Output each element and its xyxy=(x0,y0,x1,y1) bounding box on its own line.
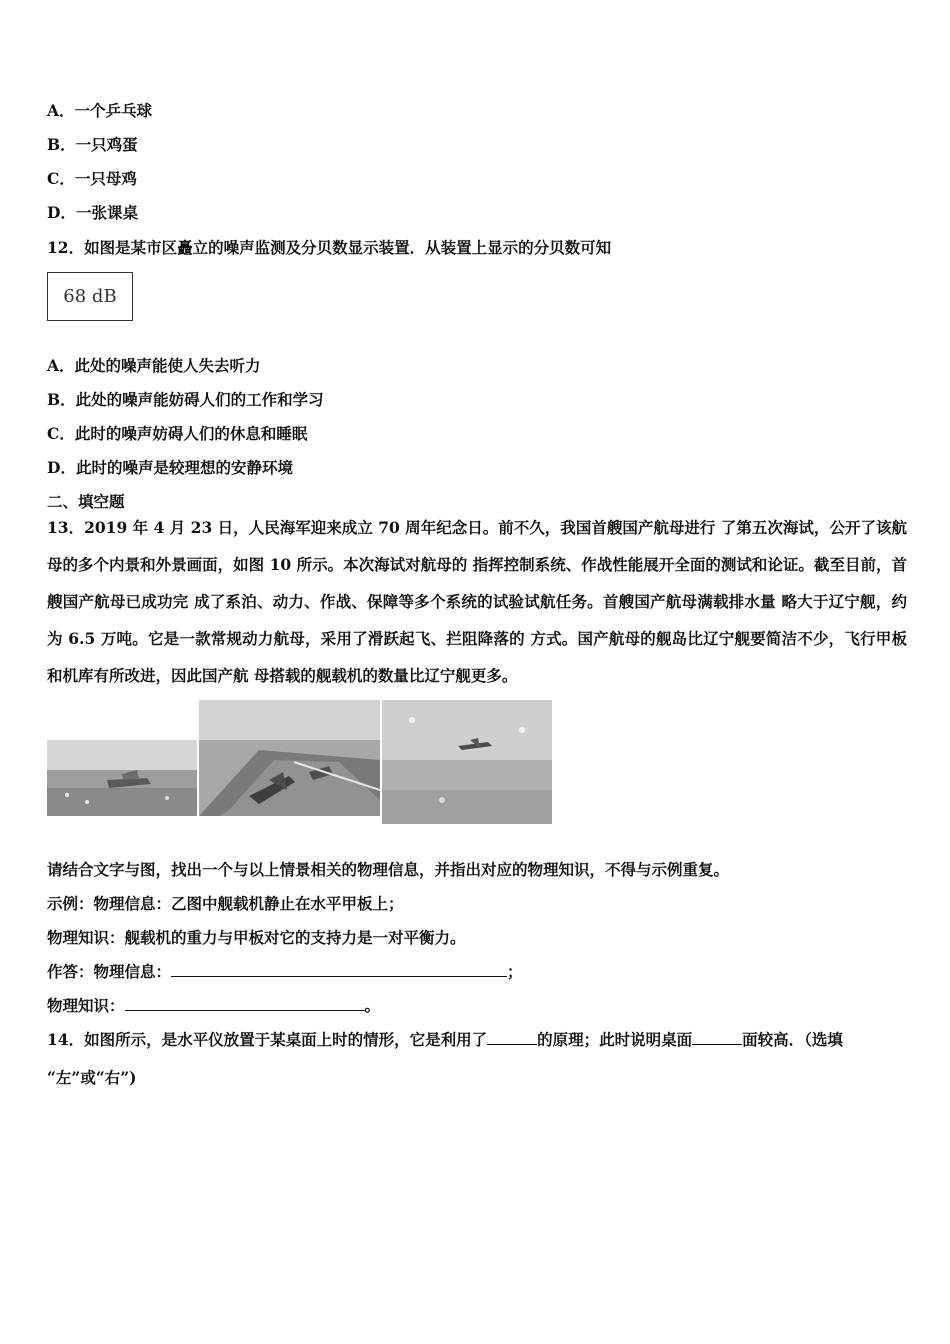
carrier-photo-jia xyxy=(47,740,197,816)
q11-option-b: B．一只鸡蛋 xyxy=(47,135,138,154)
q14-blank-side[interactable] xyxy=(692,1030,742,1045)
q13-answer-knowledge: 物理知识： 。 xyxy=(47,996,381,1015)
q12-option-c: C．此时的噪声妨碍人们的休息和睡眠 xyxy=(47,424,308,443)
q13-example-knowledge: 物理知识：舰载机的重力与甲板对它的支持力是一对平衡力。 xyxy=(47,928,466,947)
q11-option-a: A．一个乒乓球 xyxy=(47,101,153,120)
q12-stem: 12．如图是某市区矗立的噪声监测及分贝数显示装置．从装置上显示的分贝数可知 xyxy=(47,238,612,257)
answer-knowledge-blank[interactable] xyxy=(125,996,365,1011)
q12-option-d: D．此时的噪声是较理想的安静环境 xyxy=(47,458,293,477)
answer-info-blank[interactable] xyxy=(171,962,507,977)
q11-option-c: C．一只母鸡 xyxy=(47,169,137,188)
q11-option-d: D．一张课桌 xyxy=(47,203,138,222)
q14-line2: “左”或“右”) xyxy=(47,1068,137,1087)
section-title: 二、填空题 xyxy=(47,492,125,511)
decibel-display xyxy=(47,272,133,321)
q13-passage: 13．2019 年 4 月 23 日，人民海军迎来成立 70 周年纪念日。前不久，我国首艘国产航母进行 了第五次海试，公开了该航母的多个内景和外景画面，如图 10 所示。本次海试对航母的 指挥控制系统、作战性能展开全面的测试和论证。截至目前，首艘国产航母已成功完 成了系泊、动力、作战、保障等多个系统的试验试航任务。首艘国产航母满载排水量 略大于辽宁舰，约为 6.5 万吨。它是一款常规动力航母，采用了滑跃起飞、拦阻降落的 方式。国产航母的舰岛比辽宁舰要简洁不少，飞行甲板和机库有所改进，因此国产航 母搭载的舰载机的数量比辽宁舰更多。 xyxy=(47,518,907,685)
q13-answer-info: 作答：物理信息： ； xyxy=(47,962,523,981)
carrier-photo-yi xyxy=(199,700,380,816)
q12-option-a: A．此处的噪声能使人失去听力 xyxy=(47,356,261,375)
carrier-photo-bing xyxy=(382,700,552,824)
q13-instruction: 请结合文字与图，找出一个与以上情景相关的物理信息，并指出对应的物理知识，不得与示例重复。 xyxy=(47,860,730,879)
q13-example-info: 示例：物理信息：乙图中舰载机静止在水平甲板上； xyxy=(47,894,404,913)
q14-blank-principle[interactable] xyxy=(487,1030,537,1045)
q14-stem: 14．如图所示，是水平仪放置于某桌面上时的情形，它是利用了 的原理；此时说明桌面 面较高．（选填 xyxy=(47,1030,843,1049)
q12-option-b: B．此处的噪声能妨碍人们的工作和学习 xyxy=(47,390,324,409)
decibel-value: 68 dB xyxy=(63,286,117,307)
